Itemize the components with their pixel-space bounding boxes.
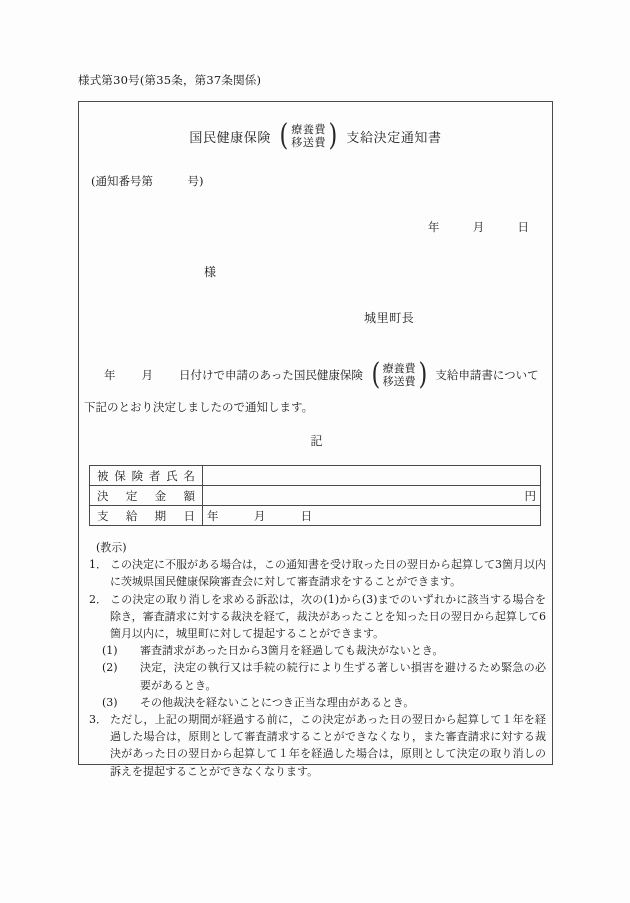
body-paragraph bbox=[79, 357, 554, 420]
title-option-items bbox=[290, 123, 327, 150]
instructions-section bbox=[89, 539, 546, 780]
row-label-payment-date: 支給期日 bbox=[90, 506, 203, 526]
row-label-decided-amount: 決定金額 bbox=[90, 486, 203, 506]
instruction-item-1-text: この決定に不服がある場合は，この通知書を受け取った日の翌日から起算して3箇月以内に茨城県国民健康保険審査会に対して審査請求をすることができます。 bbox=[110, 558, 546, 589]
left-paren-icon: ( bbox=[279, 118, 289, 153]
notice-number-field: (通知番号第 号) bbox=[91, 174, 204, 188]
body-option-1: 療養費 bbox=[382, 361, 416, 375]
instruction-item-2-marker: 2． bbox=[89, 592, 107, 606]
table-row bbox=[90, 466, 541, 486]
addressee-honorific: 様 bbox=[204, 265, 217, 279]
document-frame-inner bbox=[79, 102, 552, 778]
instruction-item-2 bbox=[89, 591, 546, 643]
issue-date-year: 年 bbox=[427, 220, 440, 234]
form-number-label: 様式第30号(第35条，第37条関係) bbox=[78, 73, 262, 87]
document-frame bbox=[78, 101, 553, 778]
instruction-item-1 bbox=[89, 556, 546, 590]
title-option-1: 療養費 bbox=[291, 122, 327, 136]
payment-date-day: 日 bbox=[300, 508, 313, 523]
instruction-subitem-2-marker: (2) bbox=[102, 661, 118, 675]
issue-date-month: 月 bbox=[472, 220, 485, 234]
instruction-item-3 bbox=[89, 711, 546, 780]
body-option-group bbox=[370, 357, 428, 392]
title-option-group bbox=[278, 118, 339, 153]
issuer-name: 城里町長 bbox=[364, 311, 415, 325]
application-date-year: 年 bbox=[104, 368, 116, 382]
title-prefix: 国民健康保険 bbox=[189, 130, 271, 146]
body-option-2: 移送費 bbox=[382, 375, 416, 388]
body-paragraph-line-2: 下記のとおり決定しましたので通知します。 bbox=[84, 400, 314, 414]
payment-date-month: 月 bbox=[253, 508, 266, 523]
body-left-paren-icon: ( bbox=[371, 357, 381, 392]
instruction-item-2-sublist bbox=[89, 642, 546, 711]
payment-date-year: 年 bbox=[207, 508, 219, 523]
instruction-item-2-text: この決定の取り消しを求める訴訟は，次の(1)から(3)までのいずれかに該当する場合を除き，審査請求に対する裁決を経て，裁決があったことを知った日の翌日から起算して6箇月以内に，城里町に対して提起することができます。 bbox=[110, 592, 546, 641]
body-right-paren-icon: ) bbox=[418, 357, 427, 392]
right-paren-icon: ) bbox=[328, 118, 338, 153]
body-option-items bbox=[382, 362, 417, 389]
body-paragraph-line-1 bbox=[79, 357, 554, 392]
table-row bbox=[90, 486, 541, 506]
ki-marker: 記 bbox=[310, 434, 323, 448]
row-value-insured-name[interactable] bbox=[203, 466, 541, 486]
instruction-subitem-3-marker: (3) bbox=[102, 695, 118, 709]
instruction-subitem-2-text: 決定，決定の執行又は手続の続行により生ずる著しい損害を避けるため緊急の必要があるとき。 bbox=[140, 661, 546, 692]
issue-date-line bbox=[428, 219, 529, 235]
decision-table bbox=[89, 465, 541, 526]
row-value-payment-date[interactable] bbox=[203, 506, 541, 526]
instruction-subitem-1 bbox=[89, 642, 546, 659]
instructions-heading: (教示) bbox=[96, 541, 127, 554]
instruction-subitem-3 bbox=[89, 694, 546, 711]
title-option-2: 移送費 bbox=[291, 136, 327, 149]
document-title bbox=[79, 118, 552, 153]
row-value-decided-amount[interactable]: 円 bbox=[203, 486, 541, 506]
instruction-item-3-text: ただし，上記の期間が経過する前に，この決定があった日の翌日から起算して１年を経過した場合は，原則として審査請求することができなくなり，また審査請求に対する裁決があった日の翌日から起算して１年を経過した場合は，原則として決定の取り消しの訴えを提起することができなくなります。 bbox=[110, 713, 546, 778]
title-suffix: 支給決定通知書 bbox=[346, 130, 442, 146]
instruction-subitem-1-text: 審査請求があった日から3箇月を経過しても裁決がないとき。 bbox=[140, 644, 444, 658]
row-label-insured-name: 被保険者氏名 bbox=[90, 466, 203, 486]
issue-date-day: 日 bbox=[517, 220, 529, 234]
application-date-month: 月 bbox=[141, 368, 153, 382]
instruction-subitem-2 bbox=[89, 659, 546, 693]
application-body-text: 日付けで申請のあった国民健康保険 bbox=[179, 368, 363, 382]
instruction-subitem-3-text: その他裁決を経ないことにつき正当な理由があるとき。 bbox=[140, 695, 415, 709]
table-row bbox=[90, 506, 541, 526]
application-body-text-end: 支給申請書について bbox=[435, 368, 539, 382]
instruction-subitem-1-marker: (1) bbox=[102, 644, 118, 658]
instruction-item-1-marker: 1． bbox=[89, 558, 107, 572]
instruction-item-3-marker: 3． bbox=[89, 713, 107, 727]
